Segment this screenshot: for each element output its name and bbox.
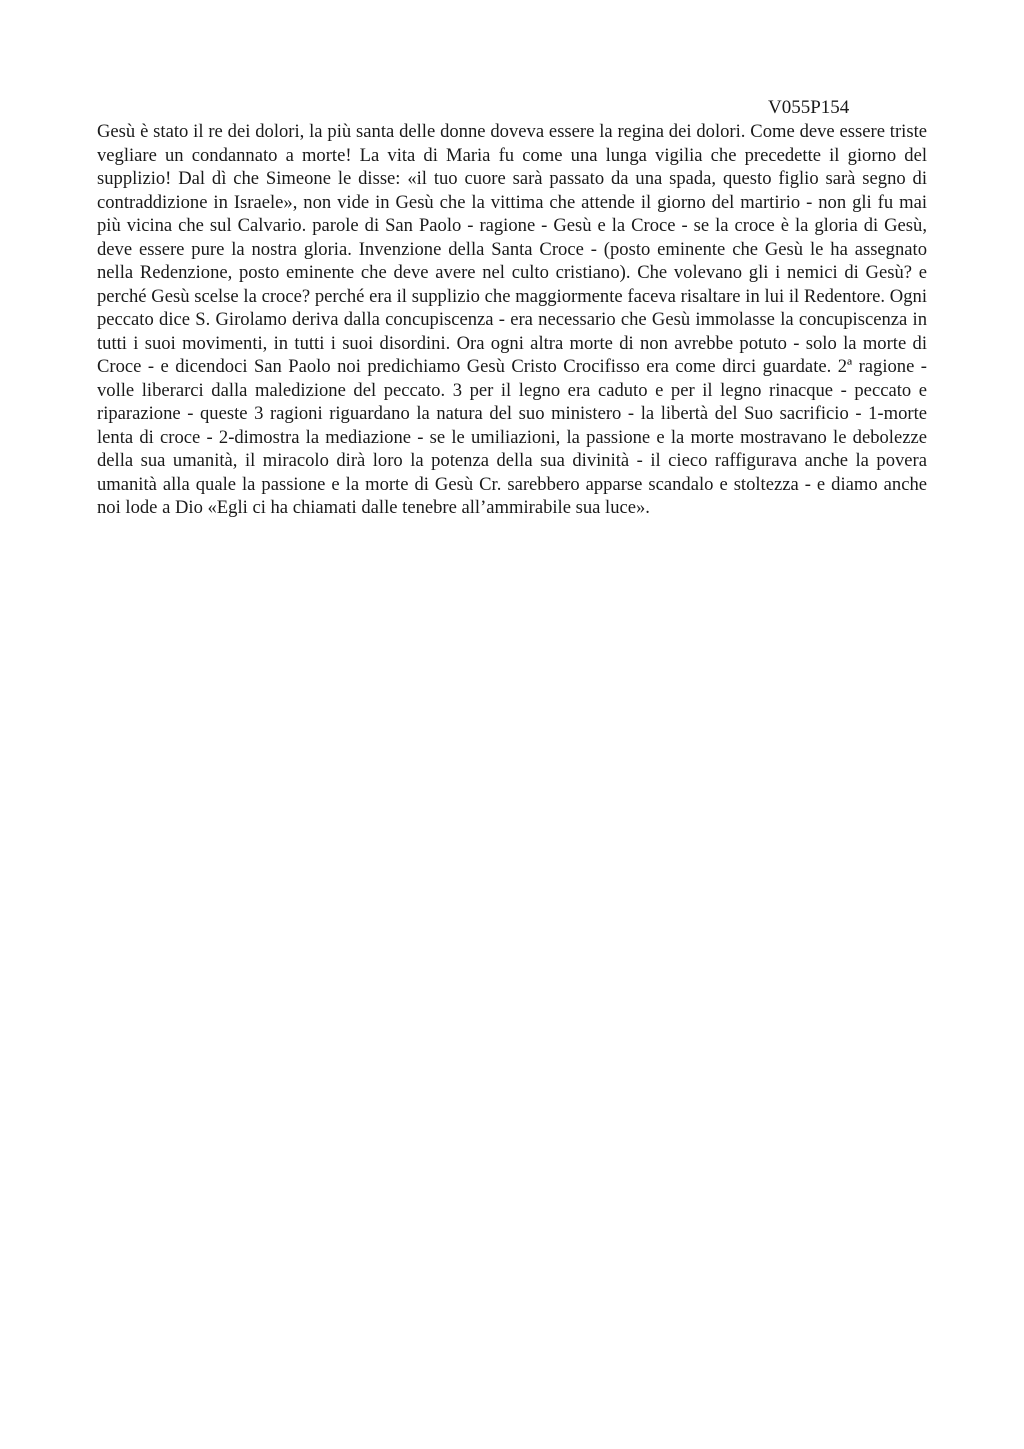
page-identifier: V055P154 — [768, 97, 850, 118]
body-paragraph: Gesù è stato il re dei dolori, la più santa delle donne doveva essere la regina dei dolori. Come deve essere triste vegliare un condannato a morte! La vita di Maria fu come una lunga vigilia che precedette il giorno del supplizio! Dal dì che Simeone le disse: «il tuo cuore sarà passato da una spada, questo figlio sarà segno di contraddizione in Israele», non vide in Gesù che la vittima che attende il giorno del martirio - non gli fu mai più vicina che sul Calvario. parole di San Paolo - ragione - Gesù e la Croce - se la croce è la gloria di Gesù, deve essere pure la nostra gloria. Invenzione della Santa Croce - (posto eminente che Gesù le ha assegnato nella Redenzione, posto eminente che deve avere nel culto cristiano). Che volevano gli i nemici di Gesù? e perché Gesù scelse la croce? perché era il supplizio che maggiormente faceva risaltare in lui il Redentore. Ogni peccato dice S. Girolamo deriva dalla concupiscenza - era necessario che Gesù immolasse la concupiscenza in tutti i suoi movimenti, in tutti i suoi disordini. Ora ogni altra morte di non avrebbe potuto - solo la morte di Croce - e dicendoci San Paolo noi predichiamo Gesù Cristo Crocifisso era come dirci guardate. 2ª ragione - volle liberarci dalla maledizione del peccato. 3 per il legno era caduto e per il legno rinacque - peccato e riparazione - queste 3 ragioni riguardano la natura del suo ministero - la libertà del Suo sacrificio - 1-morte lenta di croce - 2-dimostra la mediazione - se le umiliazioni, la passione e la morte mostravano le debolezze della sua umanità, il miracolo dirà loro la potenza della sua divinità - il cieco raffigurava anche la povera umanità alla quale la passione e la morte di Gesù Cr. sarebbero apparse scandalo e stoltezza - e diamo anche noi lode a Dio «Egli ci ha chiamati dalle tenebre all’ammirabile sua luce». — [97, 121, 927, 518]
